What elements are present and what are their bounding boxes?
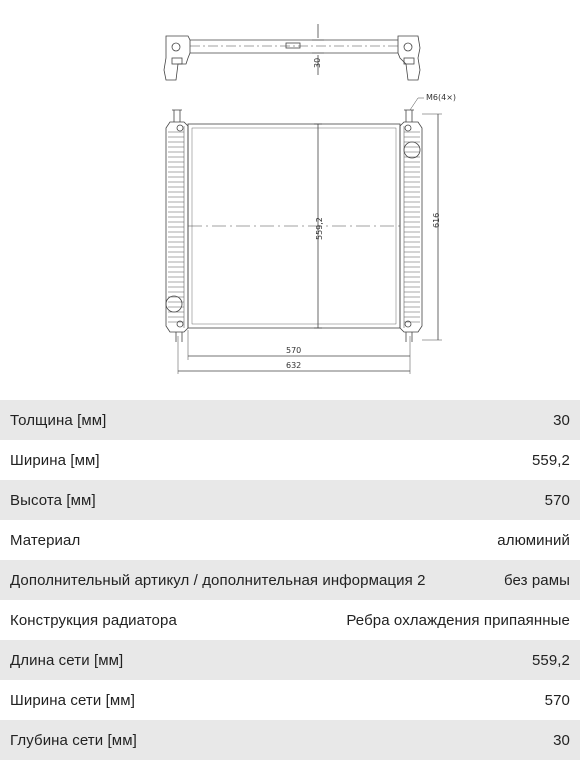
dim-total-height-label: 616 <box>432 212 441 228</box>
spec-label: Толщина [мм] <box>10 411 107 429</box>
spec-label: Глубина сети [мм] <box>10 731 137 749</box>
spec-value: алюминий <box>497 531 570 549</box>
spec-value: 559,2 <box>531 651 570 669</box>
dim-total-width-label: 632 <box>286 361 302 370</box>
spec-row <box>0 520 580 560</box>
spec-value: 30 <box>553 411 570 429</box>
dim-core-width-label: 570 <box>286 346 302 355</box>
spec-row <box>0 600 580 640</box>
spec-row <box>0 480 580 520</box>
spec-label: Длина сети [мм] <box>10 651 124 669</box>
spec-row <box>0 560 580 600</box>
spec-value: 570 <box>544 491 570 509</box>
radiator-fins <box>168 132 420 322</box>
top-view <box>164 24 420 80</box>
spec-table <box>0 400 580 760</box>
dim-core-height-label: 559,2 <box>315 217 324 240</box>
spec-row <box>0 400 580 440</box>
spec-label: Ширина [мм] <box>10 451 100 469</box>
spec-value: 559,2 <box>531 451 570 469</box>
spec-label: Материал <box>10 531 81 549</box>
spec-row <box>0 440 580 480</box>
spec-label: Высота [мм] <box>10 491 96 509</box>
spec-row <box>0 680 580 720</box>
spec-label: Дополнительный артикул / дополнительная информация 2 <box>10 571 426 589</box>
spec-label: Ширина сети [мм] <box>10 691 135 709</box>
spec-row <box>0 640 580 680</box>
spec-value: 30 <box>553 731 570 749</box>
spec-value: без рамы <box>503 571 570 589</box>
spec-label: Конструкция радиатора <box>10 611 177 629</box>
dim-thickness-label: 30 <box>313 57 322 68</box>
thread-label: M6(4×) <box>426 93 457 102</box>
spec-row <box>0 720 580 760</box>
front-view <box>166 98 424 342</box>
spec-value: Ребра охлаждения припаянные <box>346 611 570 629</box>
spec-value: 570 <box>544 691 570 709</box>
